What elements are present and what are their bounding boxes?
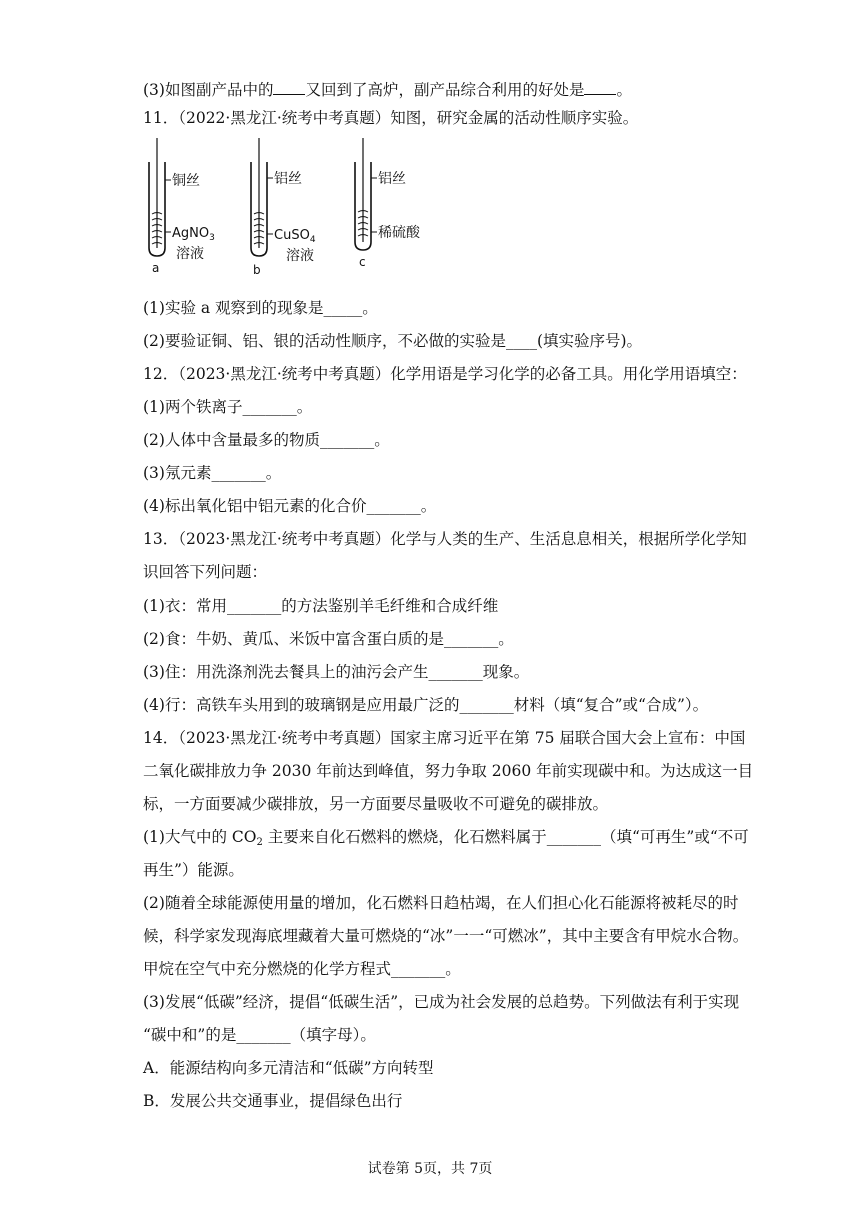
question-14-part-3: (3)发展“低碳”经济，提倡“低碳生活”，已成为社会发展的总趋势。下列做法有利于实现 [143,993,740,1011]
test-tube-c [355,138,377,250]
test-tube-a [149,138,171,256]
question-14-part-2-cont-2: 甲烷在空气中充分燃烧的化学方程式_______。 [143,960,461,978]
test-tube-b [251,138,273,256]
question-14-stem: 14．（2023·黑龙江·统考中考真题）国家主席习近平在第 75 届联合国大会上宣布：中国 [143,729,746,747]
line-text-post: 。 [616,81,632,99]
question-13-stem: 13．（2023·黑龙江·统考中考真题）化学与人类的生产、生活息息相关，根据所学化学知 [143,530,747,548]
option-b: B．发展公共交通事业，提倡绿色出行 [143,1092,403,1110]
tube-b-wire-label: 铝丝 [274,171,302,187]
tube-c-wire-label: 铝丝 [378,171,406,187]
question-12-part-3: (3)氖元素_______。 [143,464,282,482]
question-12-part-4: (4)标出氧化铝中铝元素的化合价_______。 [143,497,437,515]
question-14-stem-cont-1: 二氧化碳排放力争 2030 年前达到峰值，努力争取 2060 年前实现碳中和。为达成这一目 [143,762,754,780]
question-11-stem: 11．（2022·黑龙江·统考中考真题）知图，研究金属的活动性顺序实验。 [143,109,639,127]
question-14-part-3-cont: “碳中和”的是_______（填字母）。 [143,1026,376,1044]
question-13-stem-cont: 识回答下列问题： [143,563,268,581]
tube-b-solution-label: 溶液 [286,248,314,264]
question-11-part-1: (1)实验 a 观察到的现象是_____。 [143,299,378,317]
tube-b-solution-formula: CuSO$_4$ [274,228,316,245]
question-14-part-2-cont-1: 候，科学家发现海底埋藏着大量可燃烧的“冰”一一“可燃冰”，其中主要含有甲烷水合物。 [143,927,749,945]
tube-a-solution-label: 溶液 [176,246,204,262]
tube-c-id: c [359,255,366,269]
subscript: 2 [256,837,263,848]
line-text-post: 主要来自化石燃料的燃烧，化石燃料属于_______（填“可再生”或“不可 [262,828,749,846]
question-14-part-1 [143,827,749,847]
tube-a-id: a [152,261,160,275]
test-tube-diagram [143,136,443,276]
page-footer: 试卷第 5页，共 7页 [367,1161,493,1177]
question-12-part-1: (1)两个铁离子_______。 [143,398,313,416]
answer-blank[interactable] [584,80,616,95]
line-text-mid: 又回到了高炉，副产品综合利用的好处是 [305,81,585,99]
tube-c-solution-label: 稀硫酸 [378,225,420,241]
question-14-part-1-cont: 再生”）能源。 [143,861,244,879]
question-12-part-2: (2)人体中含量最多的物质_______。 [143,431,390,449]
tube-a-solution-formula: AgNO$_3$ [172,226,215,243]
question-14-stem-cont-2: 标，一方面要减少碳排放，另一方面要尽量吸收不可避免的碳排放。 [143,795,609,813]
question-13-part-4: (4)行：高铁车头用到的玻璃钢是应用最广泛的_______材料（填“复合”或“合成”）。 [143,696,709,714]
tube-b-id: b [253,263,261,276]
question-13-part-2: (2)食：牛奶、黄瓜、米饭中富含蛋白质的是_______。 [143,630,514,648]
question-12-stem: 12．（2023·黑龙江·统考中考真题）化学用语是学习化学的必备工具。用化学用语填空： [143,365,747,383]
question-13-part-1: (1)衣：常用_______的方法鉴别羊毛纤维和合成纤维 [143,597,499,615]
question-10-part-3 [143,80,632,100]
question-11-part-2: (2)要验证铜、铝、银的活动性顺序，不必做的实验是____(填实验序号)。 [143,332,643,350]
question-13-part-3: (3)住：用洗涤剂洗去餐具上的油污会产生_______现象。 [143,663,530,681]
option-a: A．能源结构向多元清洁和“低碳”方向转型 [143,1059,434,1077]
tube-a-wire-label: 铜丝 [172,173,200,189]
test-tube-figure [143,136,443,276]
line-text-pre: (1)大气中的 CO [143,828,257,846]
line-text-pre: (3)如图副产品中的 [143,81,274,99]
question-14-part-2: (2)随着全球能源使用量的增加，化石燃料日趋枯竭，在人们担心化石能源将被耗尽的时 [143,894,739,912]
answer-blank[interactable] [273,80,305,95]
